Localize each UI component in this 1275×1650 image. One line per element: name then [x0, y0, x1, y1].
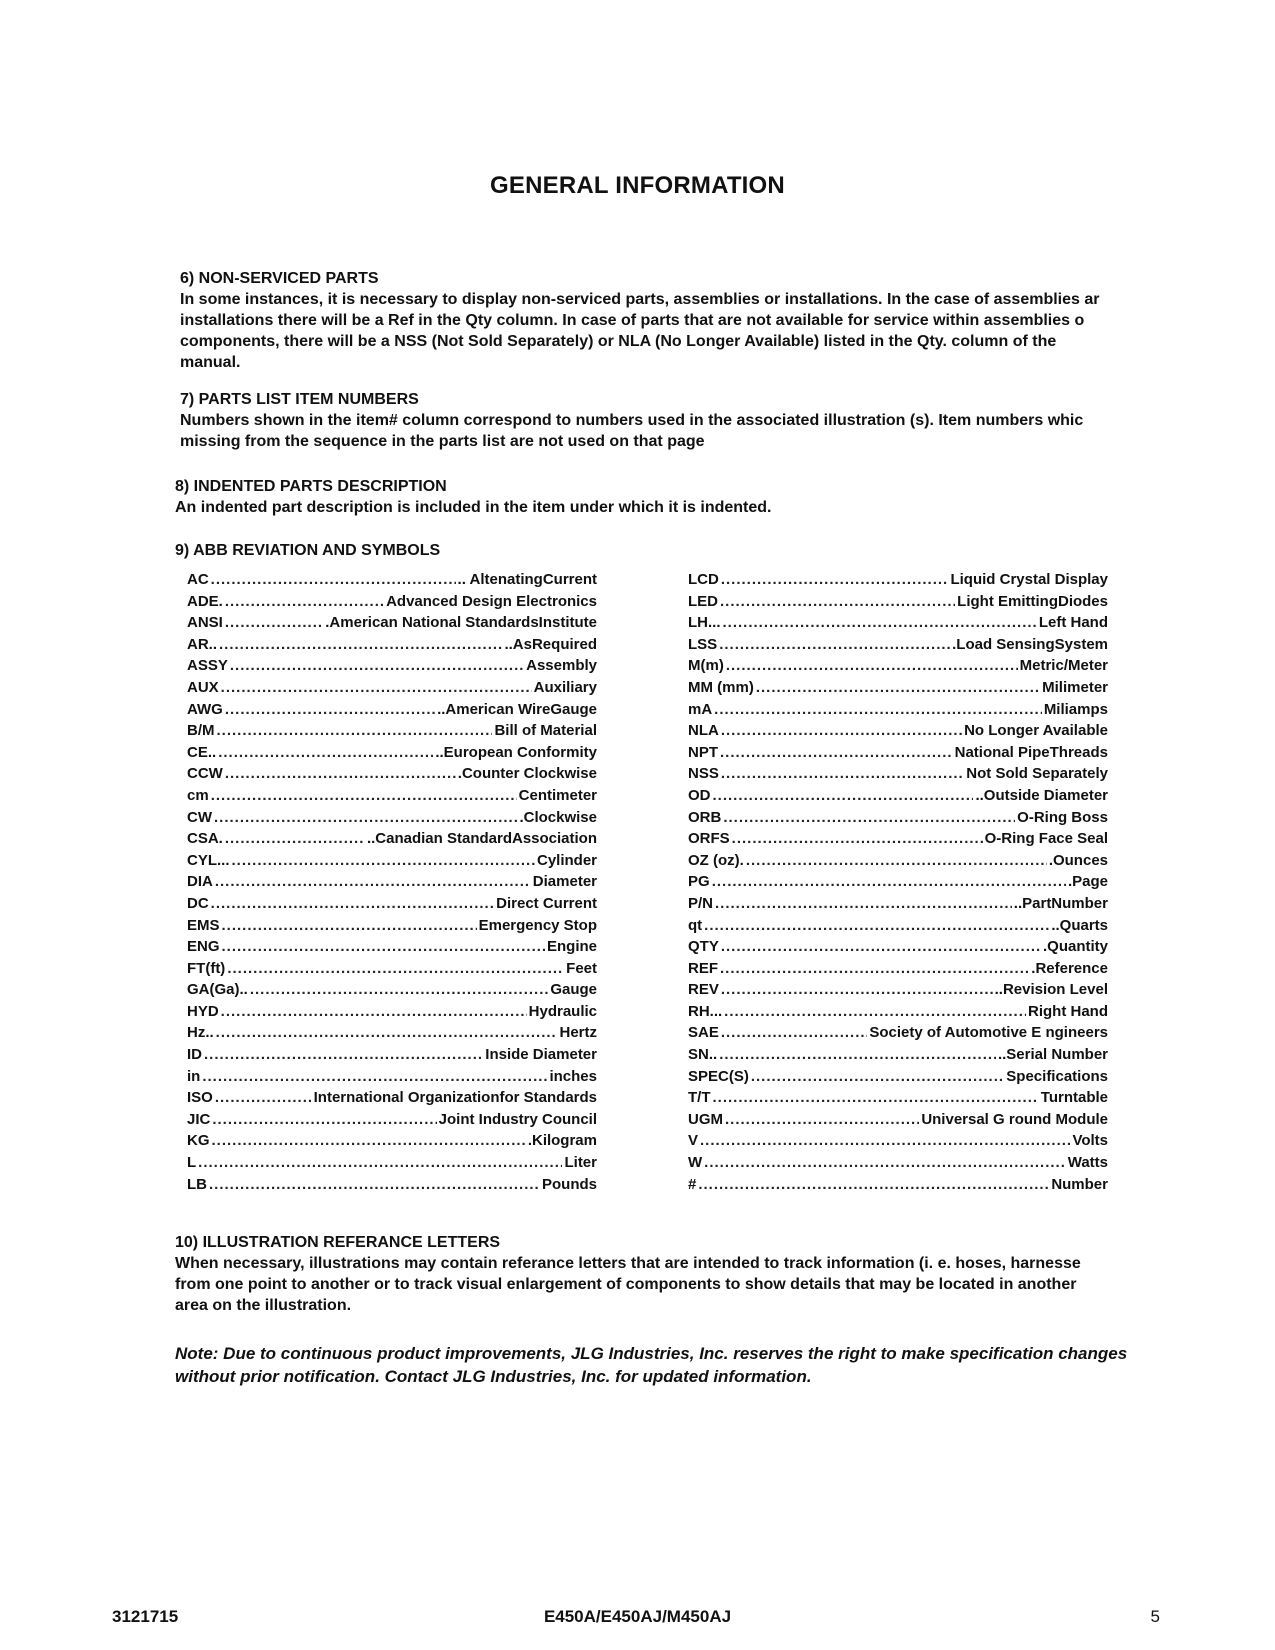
abbreviation-code: OD — [688, 786, 711, 804]
body-line: area on the illustration. — [175, 1297, 352, 1314]
dot-leader — [719, 1044, 996, 1066]
abbreviation-row — [688, 936, 1108, 958]
abbreviation-meaning: .Quantity — [1042, 938, 1108, 956]
dot-leader — [217, 720, 493, 742]
abbreviation-row — [688, 807, 1108, 829]
dot-leader — [204, 1044, 483, 1066]
abbreviation-row — [187, 915, 597, 937]
dot-leader — [225, 699, 435, 721]
abbreviation-code: NSS — [688, 765, 719, 783]
abbreviation-row — [187, 677, 597, 699]
section-body — [180, 410, 1170, 452]
dot-leader — [713, 1087, 1039, 1109]
abbreviation-code: KG — [187, 1132, 210, 1150]
abbreviation-meaning: .Ounces — [1048, 851, 1108, 869]
dot-leader — [221, 677, 532, 699]
abbreviation-meaning: ..AsRequired — [504, 635, 597, 653]
abbreviation-row — [688, 785, 1108, 807]
abbreviation-code: T/T — [688, 1089, 711, 1107]
abbreviation-code: HYD — [187, 1002, 219, 1020]
footer-doc-number: 3121715 — [112, 1607, 179, 1626]
abbreviation-code: ORB — [688, 808, 722, 826]
dot-leader — [704, 915, 1049, 937]
abbreviation-meaning: Centimeter — [518, 786, 597, 804]
abbreviation-meaning: Emergency Stop — [478, 916, 597, 934]
abbreviation-meaning: Specifications — [1006, 1067, 1108, 1085]
dot-leader — [212, 1130, 526, 1152]
dot-leader — [726, 655, 1018, 677]
abbreviation-code: AC — [187, 571, 209, 588]
dot-leader — [720, 742, 953, 764]
abbreviation-code: CCW — [187, 765, 223, 783]
dot-leader — [212, 1109, 436, 1131]
body-line: In some instances, it is necessary to display non-serviced parts, assemblies or installations. In the case of assemblies ar — [180, 291, 1100, 308]
dot-leader — [713, 785, 974, 807]
dot-leader — [211, 785, 517, 807]
abbreviation-row — [688, 828, 1108, 850]
dot-leader — [219, 634, 502, 656]
abbreviation-meaning: .Kilogram — [527, 1132, 597, 1150]
abbreviation-meaning: Volts — [1072, 1132, 1108, 1150]
section-parts-list-item-numbers — [180, 389, 1170, 452]
dot-leader — [721, 936, 1041, 958]
abbreviation-code: ANSI — [187, 614, 223, 632]
dot-leader — [202, 1066, 547, 1088]
dot-leader — [216, 1022, 558, 1044]
section-heading: 6) NON-SERVICED PARTS — [180, 270, 379, 287]
dot-leader — [715, 893, 1012, 915]
abbreviation-meaning: ..Quarts — [1051, 916, 1108, 934]
dot-leader — [746, 850, 1047, 872]
abbreviation-code: FT(ft) — [187, 959, 226, 977]
abbreviation-meaning: ..Canadian StandardAssociation — [366, 830, 597, 848]
abbreviation-row — [688, 569, 1108, 591]
dot-leader — [721, 979, 993, 1001]
abbreviation-meaning: Engine — [546, 938, 597, 956]
abbreviation-row — [187, 936, 597, 958]
abbreviation-row — [688, 1022, 1108, 1044]
abbreviation-code: AWG — [187, 700, 223, 718]
abbreviation-meaning: Hertz — [559, 1024, 597, 1042]
abbreviation-meaning: National PipeThreads — [954, 743, 1108, 761]
abbreviation-meaning: .. AltenatingCurrent — [457, 571, 597, 588]
abbreviation-code: OZ (oz). — [688, 851, 744, 869]
abbreviation-meaning: Universal G round Module — [921, 1110, 1108, 1128]
abbreviation-meaning: Milimeter — [1042, 678, 1108, 696]
abbreviation-code: B/M — [187, 722, 215, 740]
abbreviation-row — [187, 1152, 597, 1174]
dot-leader — [720, 591, 955, 613]
abbreviation-meaning: .Page — [1067, 873, 1108, 891]
abbreviation-row — [187, 699, 597, 721]
abbreviation-row — [688, 1152, 1108, 1174]
dot-leader — [721, 763, 964, 785]
abbreviation-code: PG — [688, 873, 710, 891]
section-body — [180, 289, 1170, 373]
abbreviation-row — [688, 720, 1108, 742]
abbreviation-code: LCD — [688, 571, 719, 588]
dot-leader — [712, 871, 1066, 893]
abbreviation-code: SN.. — [688, 1046, 718, 1064]
body-line: from one point to another or to track visual enlargement of components to show details that may be located in another — [175, 1276, 1077, 1293]
dot-leader — [221, 1001, 527, 1023]
abbreviation-code: Hz.. — [187, 1024, 214, 1042]
abbreviation-row — [187, 979, 597, 1001]
dot-leader — [211, 893, 494, 915]
dot-leader — [721, 720, 962, 742]
abbreviation-code: ADE. — [187, 592, 223, 610]
abbreviation-code: QTY — [688, 938, 719, 956]
dot-leader — [225, 828, 365, 850]
dot-leader — [721, 1022, 868, 1044]
abbreviation-meaning: International Organizationfor Standards — [313, 1089, 597, 1107]
abbreviation-row — [688, 1087, 1108, 1109]
note-line: without prior notification. Contact JLG Industries, Inc. for updated information. — [175, 1367, 812, 1386]
abbreviation-code: GA(Ga).. — [187, 981, 248, 999]
abbreviation-code: SAE — [688, 1024, 719, 1042]
abbreviation-row — [187, 720, 597, 742]
section-heading: 9) ABB REVIATION AND SYMBOLS — [175, 542, 441, 559]
abbreviation-meaning: ..PartNumber — [1013, 894, 1108, 912]
abbreviation-code: CE.. — [187, 743, 217, 761]
abbreviation-row — [187, 569, 597, 591]
abbreviation-meaning: Hydraulic — [528, 1002, 597, 1020]
abbreviation-row — [187, 634, 597, 656]
section-non-serviced-parts — [180, 268, 1170, 373]
abbreviation-row — [187, 871, 597, 893]
abbreviation-code: CW — [187, 808, 212, 826]
body-line: Numbers shown in the item# column correspond to numbers used in the associated illustration (s). Item numbers whic — [180, 412, 1084, 429]
abbreviation-row — [187, 763, 597, 785]
abbreviation-code: qt — [688, 916, 703, 934]
abbreviation-code: LH... — [688, 614, 721, 632]
abbreviation-code: P/N — [688, 894, 714, 912]
dot-leader — [723, 807, 1015, 829]
abbreviation-code: cm — [187, 786, 209, 804]
abbreviation-meaning: Auxiliary — [533, 678, 597, 696]
abbreviation-meaning: Society of Automotive E ngineers — [869, 1024, 1108, 1042]
dot-leader — [719, 634, 950, 656]
body-line: An indented part description is included in the item under which it is indented. — [175, 499, 772, 516]
dot-leader — [225, 763, 456, 785]
abbreviation-row — [688, 612, 1108, 634]
abbreviation-code: SPEC(S) — [688, 1067, 749, 1085]
section-abbreviations — [175, 540, 1165, 561]
abbreviation-code: # — [688, 1175, 697, 1193]
abbreviation-row — [688, 699, 1108, 721]
abbreviation-meaning: O-Ring Boss — [1017, 808, 1108, 826]
dot-leader — [724, 1001, 1026, 1023]
abbreviation-row — [688, 1109, 1108, 1131]
abbreviation-row — [688, 893, 1108, 915]
dot-leader — [714, 699, 1042, 721]
abbreviation-row — [688, 850, 1108, 872]
abbreviation-list-left — [187, 569, 597, 1195]
abbreviation-row — [187, 1022, 597, 1044]
abbreviation-meaning: ..Outside Diameter — [975, 786, 1108, 804]
dot-leader — [222, 915, 477, 937]
abbreviation-row — [187, 612, 597, 634]
abbreviation-row — [187, 1109, 597, 1131]
abbreviation-meaning: Feet — [566, 959, 597, 977]
abbreviation-meaning: inches — [549, 1067, 597, 1085]
abbreviation-row — [187, 958, 597, 980]
abbreviation-row — [187, 742, 597, 764]
abbreviation-code: LB — [187, 1175, 207, 1193]
abbreviation-row — [688, 1001, 1108, 1023]
abbreviation-code: L — [187, 1154, 197, 1172]
dot-leader — [250, 979, 548, 1001]
abbreviation-code: W — [688, 1154, 703, 1172]
abbreviation-row — [688, 763, 1108, 785]
abbreviation-row — [187, 1174, 597, 1196]
abbreviation-row — [688, 634, 1108, 656]
abbreviation-meaning: .Load SensingSystem — [952, 635, 1108, 653]
abbreviation-code: ORFS — [688, 830, 730, 848]
dot-leader — [227, 958, 564, 980]
dot-leader — [723, 612, 1037, 634]
abbreviation-code: JIC — [187, 1110, 211, 1128]
abbreviation-meaning: Turntable — [1040, 1089, 1108, 1107]
abbreviation-row — [688, 677, 1108, 699]
abbreviation-meaning: Watts — [1067, 1154, 1108, 1172]
abbreviation-code: CYL... — [187, 851, 230, 869]
footer-model: E450A/E450AJ/M450AJ — [543, 1607, 732, 1626]
body-line: manual. — [180, 354, 241, 371]
abbreviation-meaning: .Counter Clockwise — [457, 765, 597, 783]
abbreviation-code: CSA. — [187, 830, 223, 848]
abbreviation-row — [187, 1044, 597, 1066]
abbreviation-meaning: Joint Industry Council — [438, 1110, 597, 1128]
abbreviation-meaning: .Reference — [1031, 959, 1108, 977]
body-line: components, there will be a NSS (Not Sold Separately) or NLA (No Longer Available) listed in the Qty. column of the — [180, 333, 1057, 350]
abbreviation-meaning: Advanced Design Electronics — [386, 592, 597, 610]
abbreviation-row — [688, 958, 1108, 980]
abbreviation-code: ENG — [187, 938, 220, 956]
abbreviation-code: REF — [688, 959, 718, 977]
abbreviation-row — [688, 591, 1108, 613]
dot-leader — [215, 1087, 312, 1109]
abbreviation-row — [187, 591, 597, 613]
abbreviation-row — [187, 655, 597, 677]
abbreviation-code: MM (mm) — [688, 678, 754, 696]
abbreviation-row — [187, 893, 597, 915]
dot-leader — [222, 936, 545, 958]
abbreviation-meaning: Liquid Crystal Display — [950, 571, 1108, 588]
abbreviation-meaning: Diameter — [532, 873, 597, 891]
dot-leader — [732, 828, 983, 850]
update-note — [175, 1342, 1165, 1388]
abbreviation-code: ISO — [187, 1089, 213, 1107]
abbreviation-meaning: No Longer Available — [964, 722, 1108, 740]
dot-leader — [751, 1066, 1004, 1088]
abbreviation-row — [187, 828, 597, 850]
abbreviation-code: RH... — [688, 1002, 723, 1020]
abbreviation-meaning: Not Sold Separately — [966, 765, 1108, 783]
dot-leader — [209, 1174, 540, 1196]
abbreviation-code: in — [187, 1067, 201, 1085]
section-illustration-reference-letters — [175, 1232, 1165, 1316]
abbreviation-code: NLA — [688, 722, 719, 740]
abbreviation-meaning: Assembly — [526, 657, 597, 675]
abbreviation-meaning: Direct Current — [496, 894, 597, 912]
abbreviation-code: ASSY — [187, 657, 228, 675]
abbreviation-meaning: O-Ring Face Seal — [984, 830, 1108, 848]
abbreviation-code: mA — [688, 700, 713, 718]
abbreviation-row — [688, 1044, 1108, 1066]
section-body — [175, 497, 1165, 518]
abbreviation-meaning: .Clockwise — [519, 808, 597, 826]
abbreviation-list-right — [688, 569, 1108, 1195]
dot-leader — [215, 871, 531, 893]
abbreviation-meaning: Number — [1051, 1175, 1108, 1193]
abbreviation-meaning: Miliamps — [1043, 700, 1108, 718]
abbreviation-row — [187, 1130, 597, 1152]
abbreviation-code: UGM — [688, 1110, 723, 1128]
section-heading: 10) ILLUSTRATION REFERANCE LETTERS — [175, 1234, 501, 1251]
abbreviation-code: LED — [688, 592, 718, 610]
section-indented-parts-description — [175, 476, 1165, 518]
abbreviation-meaning: Left Hand — [1038, 614, 1108, 632]
abbreviation-meaning: Pounds — [542, 1175, 597, 1193]
abbreviation-row — [688, 871, 1108, 893]
abbreviation-row — [187, 1066, 597, 1088]
abbreviation-meaning: Metric/Meter — [1019, 657, 1108, 675]
abbreviation-meaning: Gauge — [550, 981, 597, 999]
abbreviation-row — [688, 915, 1108, 937]
abbreviation-code: AUX — [187, 678, 219, 696]
abbreviation-row — [688, 1174, 1108, 1196]
abbreviation-row — [688, 979, 1108, 1001]
abbreviation-row — [688, 1066, 1108, 1088]
abbreviation-code: ID — [187, 1046, 202, 1064]
dot-leader — [700, 1130, 1070, 1152]
abbreviation-code: LSS — [688, 635, 718, 653]
section-body — [175, 1253, 1165, 1316]
section-heading: 8) INDENTED PARTS DESCRIPTION — [175, 478, 447, 495]
abbreviation-meaning: ..Serial Number — [997, 1046, 1108, 1064]
section-heading: 7) PARTS LIST ITEM NUMBERS — [180, 391, 419, 408]
abbreviation-code: M(m) — [688, 657, 724, 675]
abbreviation-row — [187, 785, 597, 807]
page-title: GENERAL INFORMATION — [490, 172, 785, 199]
abbreviation-meaning: Bill of Material — [494, 722, 597, 740]
dot-leader — [230, 655, 524, 677]
abbreviation-code: REV — [688, 981, 719, 999]
abbreviation-row — [187, 1001, 597, 1023]
abbreviation-code: NPT — [688, 743, 718, 761]
dot-leader — [756, 677, 1040, 699]
dot-leader — [218, 742, 433, 764]
abbreviation-meaning: ..Revision Level — [994, 981, 1108, 999]
abbreviation-code: AR.. — [187, 635, 217, 653]
abbreviation-meaning: Liter — [564, 1154, 597, 1172]
dot-leader — [225, 591, 384, 613]
dot-leader — [214, 807, 517, 829]
body-line: missing from the sequence in the parts list are not used on that page — [180, 433, 705, 450]
body-line: installations there will be a Ref in the Qty column. In case of parts that are not available for service within assemblies o — [180, 312, 1085, 329]
abbreviation-meaning: ..European Conformity — [435, 743, 597, 761]
note-line: Note: Due to continuous product improvements, JLG Industries, Inc. reserves the right to make specification changes — [175, 1344, 1128, 1363]
abbreviation-meaning: .American National StandardsInstitute — [325, 614, 597, 632]
dot-leader — [211, 569, 456, 591]
dot-leader — [725, 1109, 919, 1131]
dot-leader — [704, 1152, 1066, 1174]
body-line: When necessary, illustrations may contain referance letters that are intended to track information (i. e. hoses, harnesse — [175, 1255, 1081, 1272]
abbreviation-meaning: ..American WireGauge — [437, 700, 597, 718]
footer-page-number: 5 — [1150, 1607, 1160, 1626]
dot-leader — [698, 1174, 1049, 1196]
abbreviation-meaning: Cylinder — [536, 851, 597, 869]
abbreviation-row — [688, 1130, 1108, 1152]
abbreviation-row — [688, 655, 1108, 677]
abbreviation-meaning: Light EmittingDiodes — [957, 592, 1108, 610]
dot-leader — [232, 850, 535, 872]
abbreviation-code: EMS — [187, 916, 220, 934]
dot-leader — [720, 958, 1029, 980]
abbreviation-code: V — [688, 1132, 699, 1150]
abbreviation-row — [688, 742, 1108, 764]
abbreviation-code: DIA — [187, 873, 213, 891]
abbreviation-meaning: Right Hand — [1028, 1002, 1108, 1020]
abbreviation-row — [187, 807, 597, 829]
abbreviation-meaning: Inside Diameter — [485, 1046, 597, 1064]
dot-leader — [225, 612, 323, 634]
abbreviation-code: DC — [187, 894, 209, 912]
abbreviation-row — [187, 1087, 597, 1109]
dot-leader — [721, 569, 949, 591]
abbreviation-row — [187, 850, 597, 872]
dot-leader — [198, 1152, 562, 1174]
